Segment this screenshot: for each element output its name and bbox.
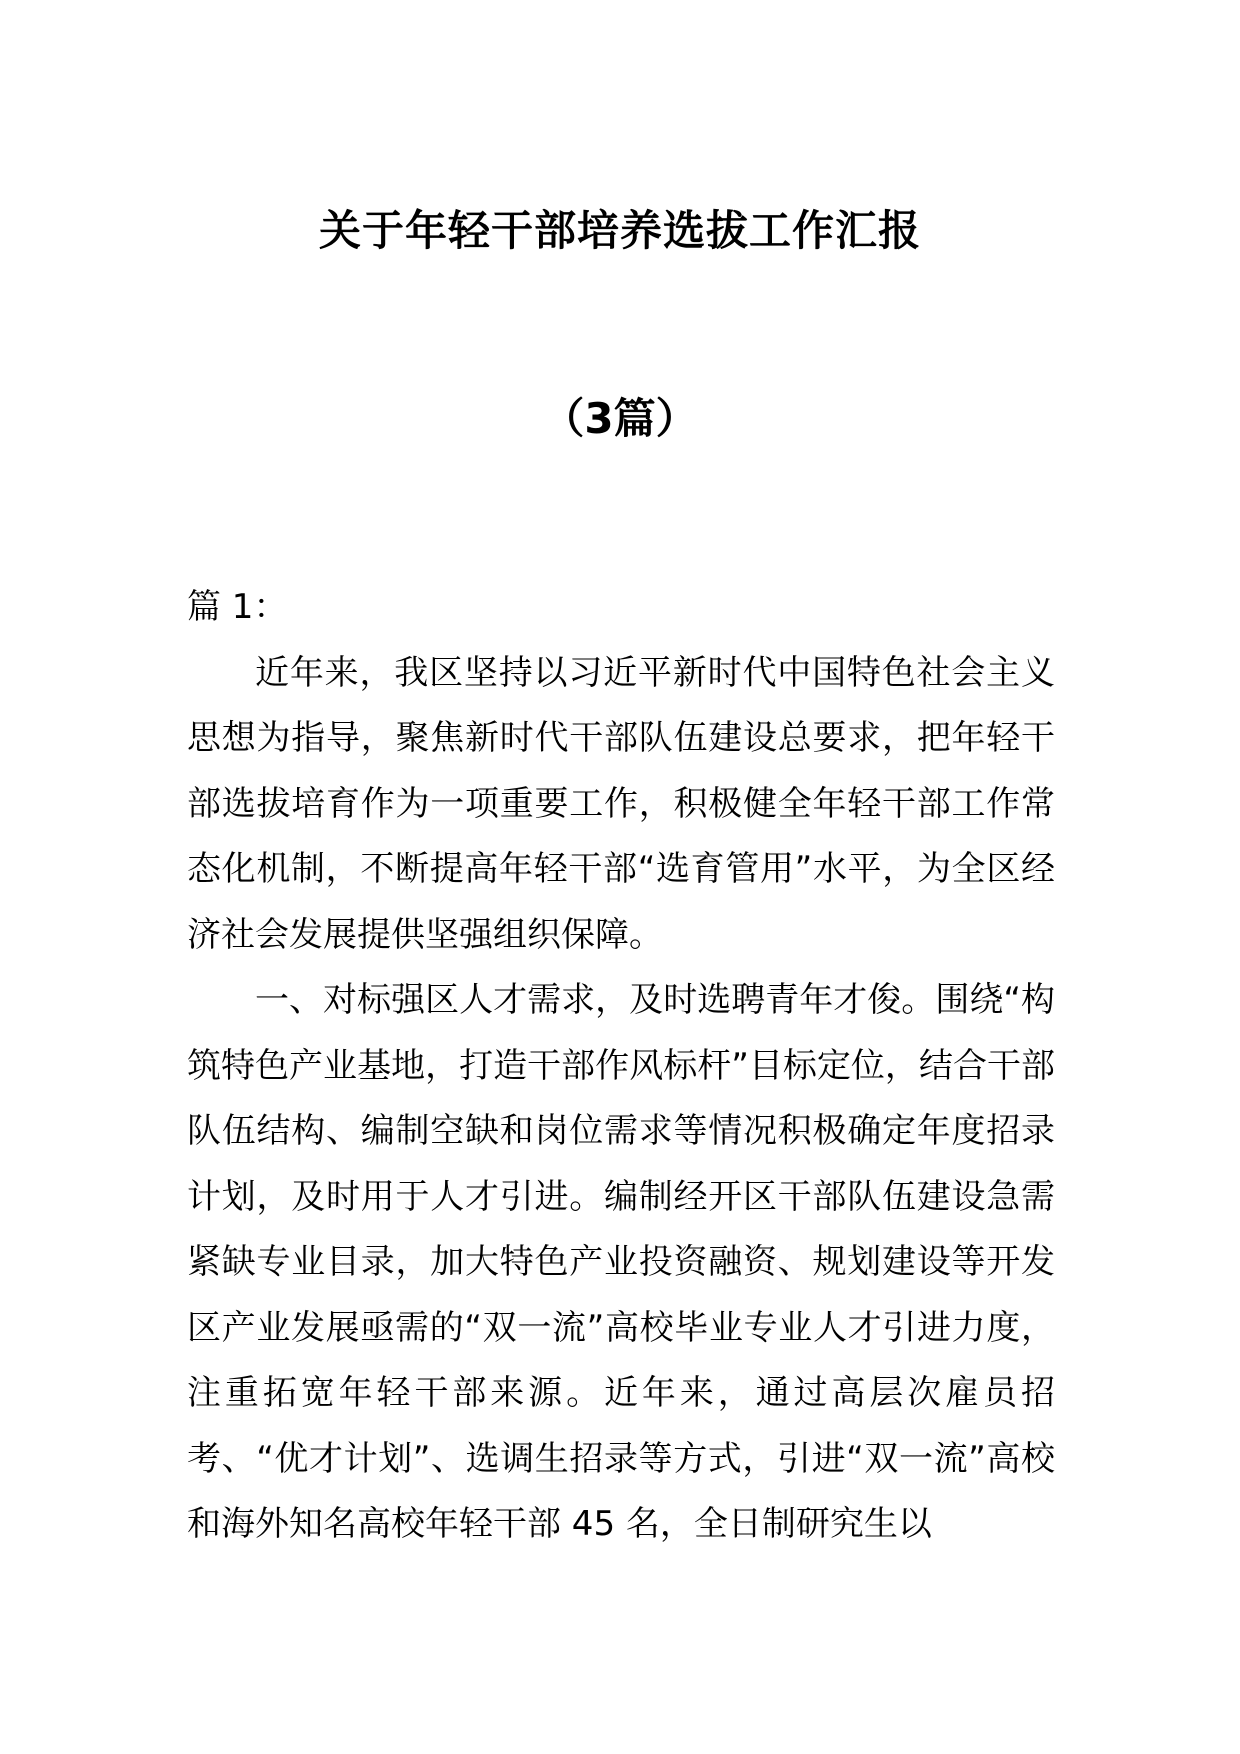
document-title: 关于年轻干部培养选拔工作汇报	[318, 206, 921, 255]
section-label: 篇 1：	[187, 587, 288, 627]
paragraph-section-one: 一、对标强区人才需求，及时选聘青年才俊。围绕“构筑特色产业基地，打造干部作风标杆”目标定位，结合干部队伍结构、编制空缺和岗位需求等情况积极确定年度招录计划，及时用于人才引进。编制经开区干部队伍建设急需紧缺专业目录，加大特色产业投资融资、规划建设等开发区产业发展亟需的“双一流”高校毕业专业人才引进力度，注重拓宽年轻干部来源。近年来，通过高层次雇员招考、“优才计划”、选调生招录等方式，引进“双一流”高校和海外知名高校年轻干部 45 名，全日制研究生以	[187, 980, 1055, 1544]
document-subtitle: （3篇）	[542, 394, 698, 443]
document-body	[187, 575, 1055, 1558]
paragraph-intro: 近年来，我区坚持以习近平新时代中国特色社会主义思想为指导，聚焦新时代干部队伍建设总要求，把年轻干部选拔培育作为一项重要工作，积极健全年轻干部工作常态化机制，不断提高年轻干部“选育管用”水平，为全区经济社会发展提供坚强组织保障。	[187, 652, 1055, 955]
